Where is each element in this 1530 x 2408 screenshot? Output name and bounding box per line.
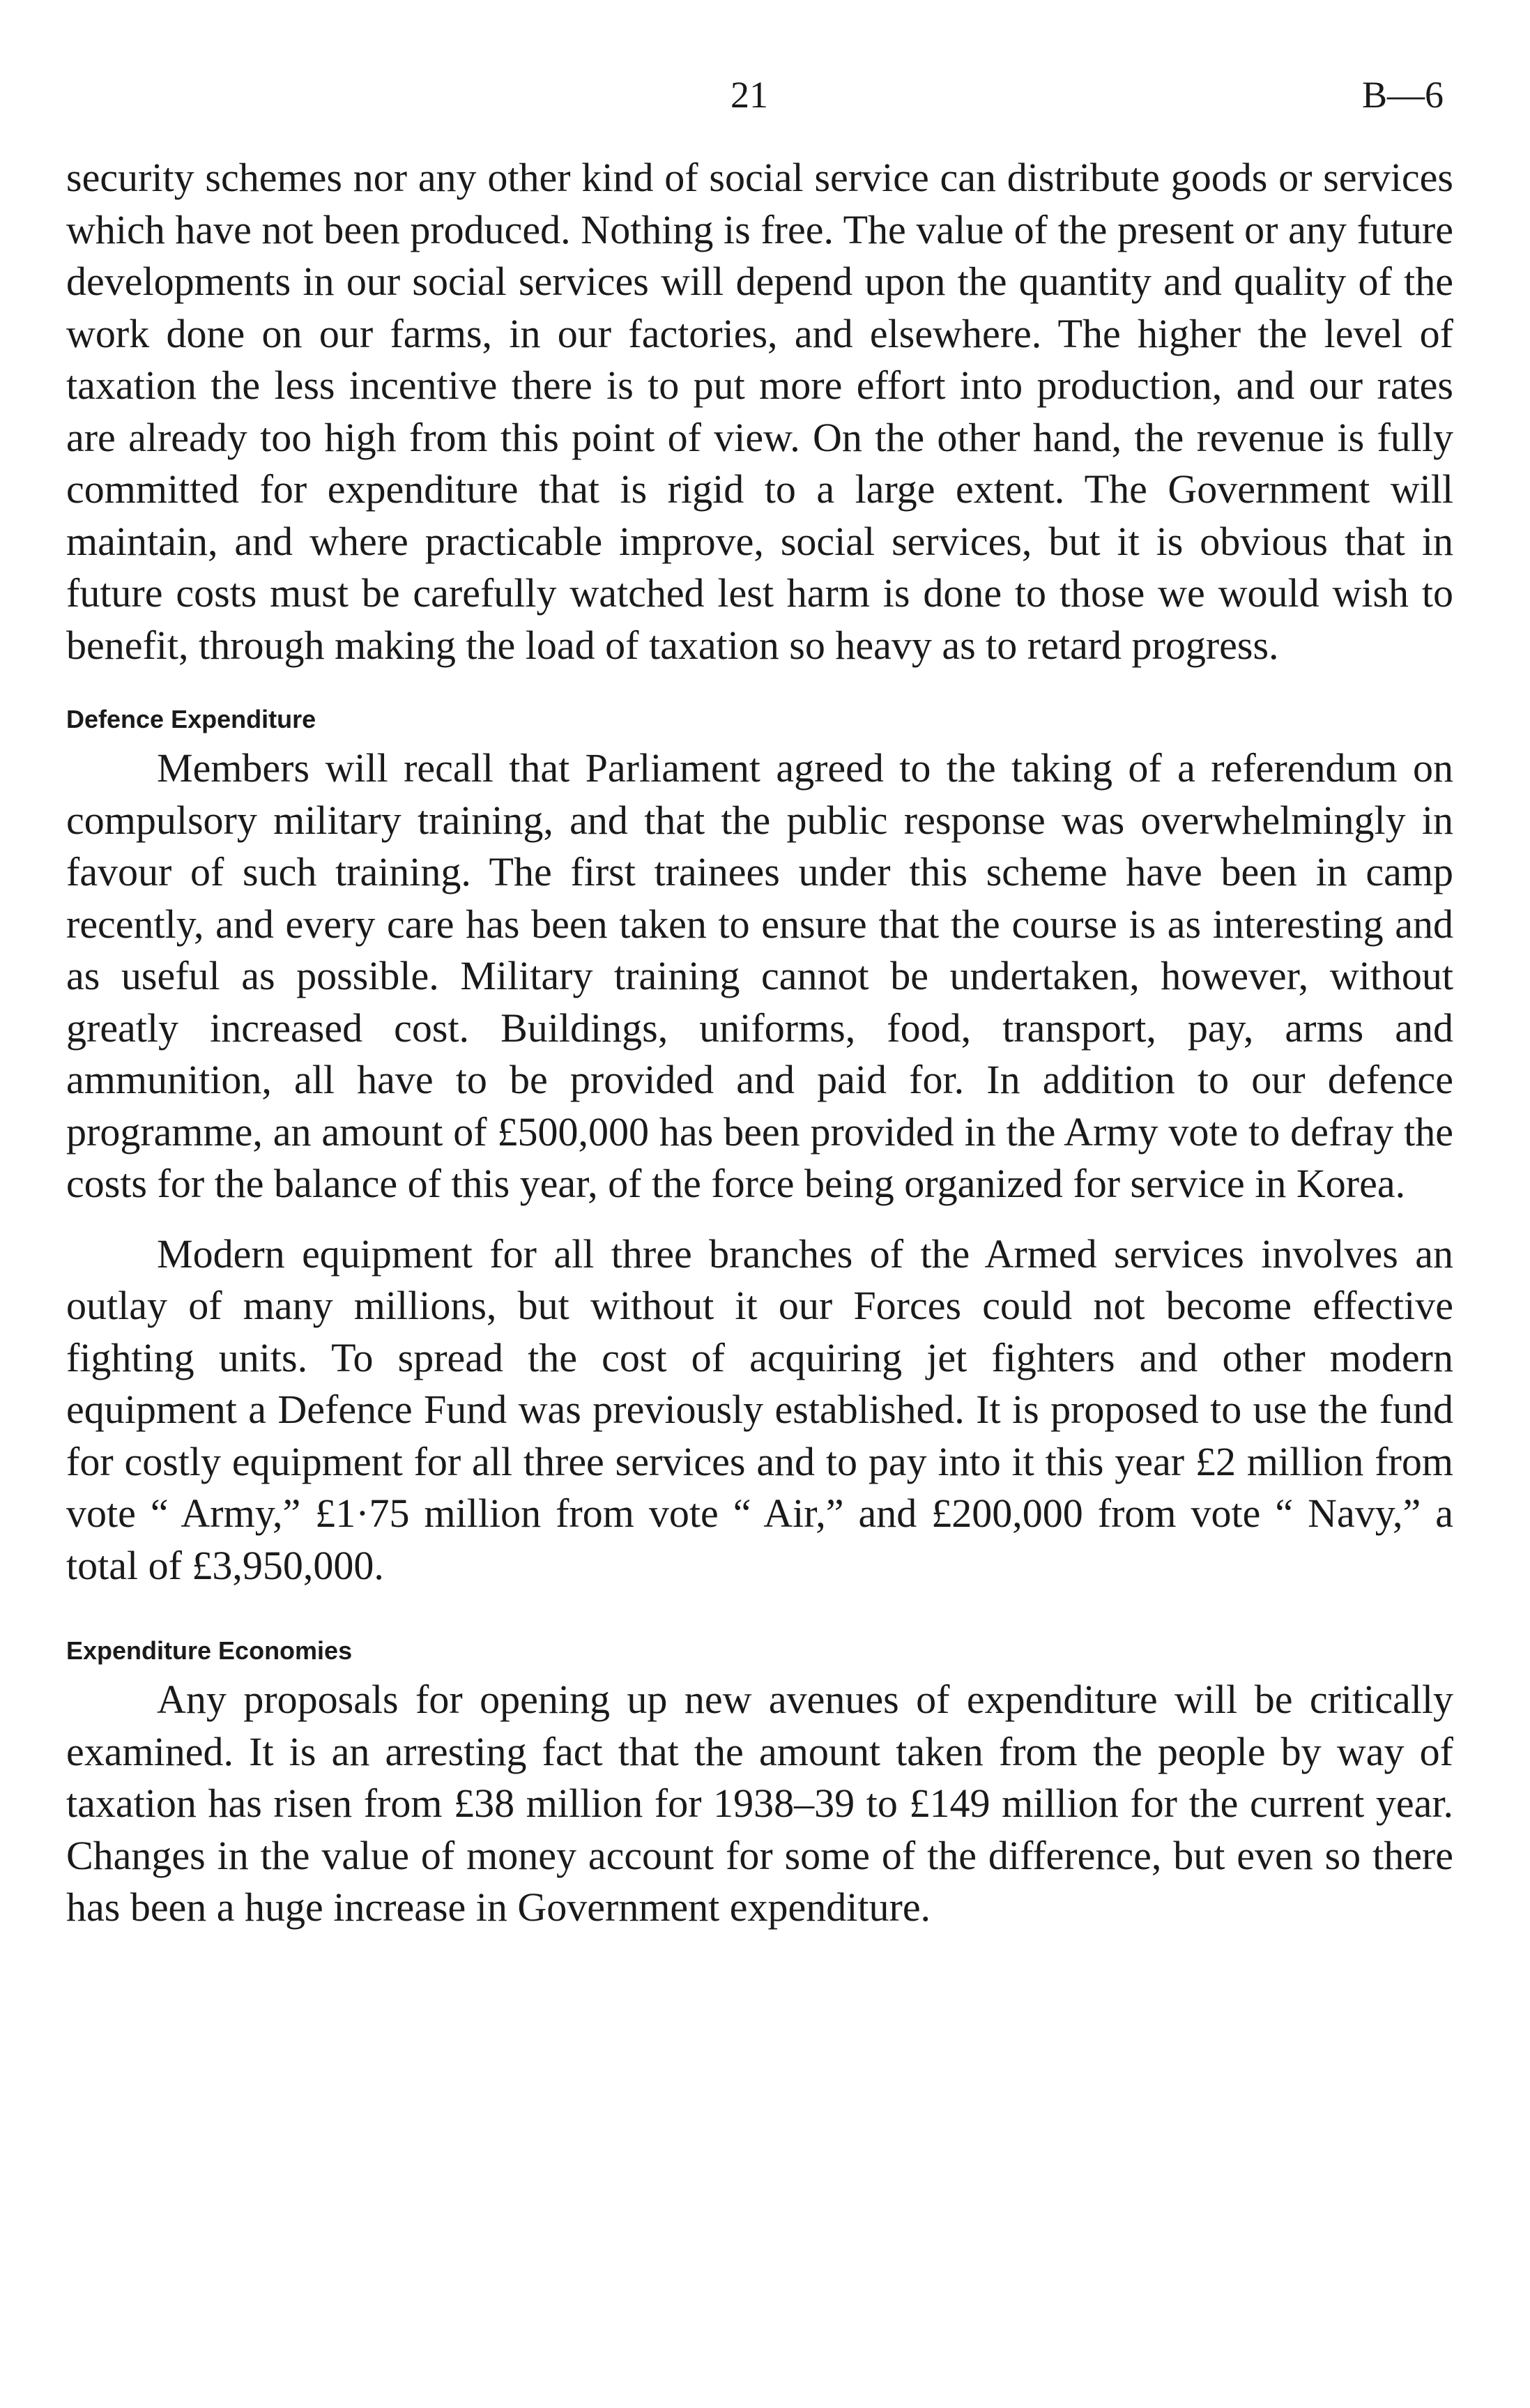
document-reference: B—6 <box>1361 74 1444 116</box>
section-heading-expenditure-economies: Expenditure Economies <box>66 1636 353 1665</box>
page-header <box>0 67 1530 123</box>
paragraph-spacer <box>66 1210 1453 1228</box>
paragraph-defence-equipment: Modern equipment for all three branches of the Armed services involves an outlay of many millions, but without it our Forces could not become effective fighting units. To spread the cost of acquiring jet fighters and other modern equipment a Defence Fund was previously established. It is proposed to use the fund for costly equipment for all three services and to pay into it this year £2 million from vote “ Army,” £1·75 million from vote “ Air,” and £200,000 from vote “ Navy,” a total of £3,950,000. <box>66 1230 1453 1588</box>
section-heading-defence-expenditure: Defence Expenditure <box>66 705 316 733</box>
paragraph-defence-training: Members will recall that Parliament agreed to the taking of a referendum on compulsory military training, and that the public response was overwhelmingly in favour of such training. The first trainees under this scheme have been in camp recently, and every care has been taken to ensure that the course is as interesting and as useful as possible. Military training cannot be undertaken, however, without greatly increased cost. Buildings, uniforms, food, transport, pay, arms and ammunition, all have to be provided and paid for. In addition to our defence programme, an amount of £500,000 has been provided in the Army vote to defray the costs for the balance of this year, of the force being organized for service in Korea. <box>66 745 1453 1206</box>
page-number: 21 <box>730 74 768 116</box>
page-body <box>66 152 1453 1934</box>
paragraph-expenditure-economies: Any proposals for opening up new avenues of expenditure will be critically examined. It is an arresting fact that the amount taken from the people by way of taxation has risen from £38 million for 1938–39 to £149 million for the current year. Changes in the value of money account for some of the difference, but even so there has been a huge increase in Government expenditure. <box>66 1677 1453 1930</box>
intro-paragraph: security schemes nor any other kind of social service can distribute goods or services which have not been produced. Nothing is free. The value of the present or any future developments in our social services will depend upon the quantity and quality of the work done on our farms, in our factories, and elsewhere. The higher the level of taxation the less incentive there is to put more effort into production, and our rates are already too high from this point of view. On the other hand, the revenue is fully committed for expenditure that is rigid to a large extent. The Government will maintain, and where practicable improve, social services, but it is obvious that in future costs must be carefully watched lest harm is done to those we would wish to benefit, through making the load of taxation so heavy as to retard progress. <box>66 155 1453 668</box>
